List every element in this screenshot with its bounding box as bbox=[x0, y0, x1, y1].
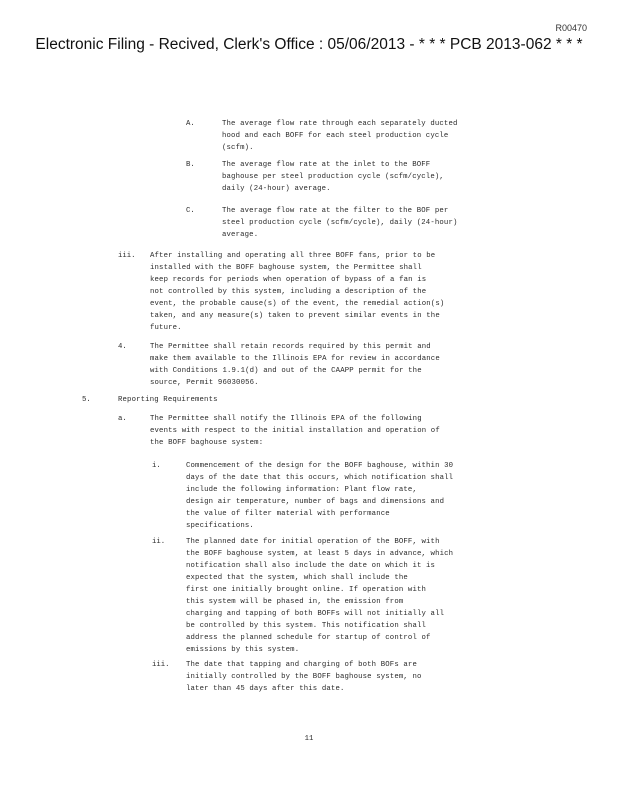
page-id: R00470 bbox=[555, 23, 587, 33]
item-marker: A. bbox=[186, 120, 195, 128]
item-marker: 4. bbox=[118, 343, 127, 351]
item-marker: iii. bbox=[118, 252, 136, 260]
item-marker: C. bbox=[186, 207, 195, 215]
page-number: 11 bbox=[304, 735, 314, 743]
item-marker: a. bbox=[118, 415, 127, 423]
item-text: The average flow rate through each separately ducted hood and each BOFF for each steel production cycle (scfm). bbox=[222, 120, 458, 152]
item-text: The Permittee shall retain records required by this permit and make them available to the Illinois EPA for review in accordance with Conditions 1.9.1(d) and out of the CAAPP permit for the source, Permit 96030056. bbox=[150, 343, 440, 387]
item-marker: iii. bbox=[152, 661, 170, 669]
item-text: The Permittee shall notify the Illinois EPA of the following events with respect to the initial installation and operation of the BOFF baghouse system: bbox=[150, 415, 440, 447]
item-text: The date that tapping and charging of both BOFs are initially controlled by the BOFF baghouse system, no later than 45 days after this date. bbox=[186, 661, 422, 693]
item-text: The average flow rate at the filter to the BOF per steel production cycle (scfm/cycle), daily (24-hour) average. bbox=[222, 207, 458, 239]
item-text: The average flow rate at the inlet to the BOFF baghouse per steel production cycle (scfm/cycle), daily (24-hour) average. bbox=[222, 161, 444, 193]
filing-header: Electronic Filing - Recived, Clerk's Office : 05/06/2013 - * * * PCB 2013-062 * * * bbox=[35, 36, 583, 53]
section-heading: Reporting Requirements bbox=[118, 396, 218, 404]
item-marker: 5. bbox=[82, 396, 91, 404]
item-text: The planned date for initial operation of the BOFF, with the BOFF baghouse system, at least 5 days in advance, which notification shall also include the date on which it is expected that the system, which shall include the first one initially brought online. If operation with this system will be phased in, the emission from charging and tapping of both BOFFs will not initially all be controlled by this system. This notification shall address the planned schedule for startup of control of emissions by this system. bbox=[186, 538, 454, 654]
item-marker: ii. bbox=[152, 538, 166, 546]
item-text: Commencement of the design for the BOFF baghouse, within 30 days of the date that this occurs, which notification shall include the following information: Plant flow rate, design air temperature, number of bags and dimensions and the value of filter material with performance specifications. bbox=[186, 462, 454, 530]
item-marker: i. bbox=[152, 462, 161, 470]
item-marker: B. bbox=[186, 161, 195, 169]
item-text: After installing and operating all three BOFF fans, prior to be installed with the BOFF baghouse system, the Permittee shall keep records for periods when operation of bypass of a fan is not controlled by this system, including a description of the event, the probable cause(s) of the event, the remedial action(s) taken, and any measure(s) taken to prevent similar events in the future. bbox=[150, 252, 445, 332]
